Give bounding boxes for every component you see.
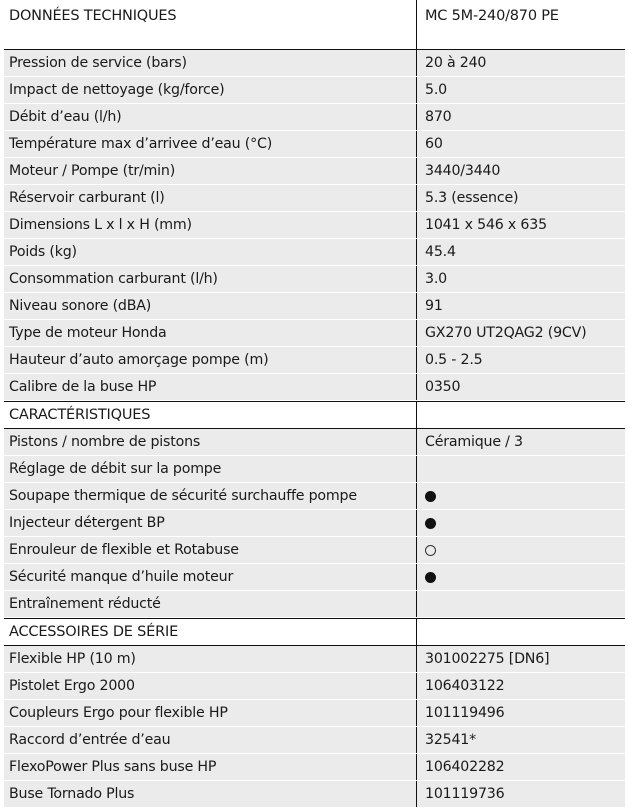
row-label: Soupape thermique de sécurité surchauffe pompe: [4, 483, 416, 509]
row-value: [416, 456, 625, 482]
row-label: Niveau sonore (dBA): [4, 293, 416, 319]
table-row: [4, 510, 625, 537]
table-row: [4, 483, 625, 510]
table-row: [4, 429, 625, 456]
table-row: [4, 239, 625, 266]
row-label: Buse Tornado Plus: [4, 781, 416, 807]
row-value: 0.5 - 2.5: [416, 347, 625, 373]
table-row: [4, 293, 625, 320]
header-model: MC 5M-240/870 PE: [416, 0, 625, 49]
spec-table: [4, 0, 625, 808]
row-value: 101119496: [416, 700, 625, 726]
row-value: 106403122: [416, 673, 625, 699]
row-label: FlexoPower Plus sans buse HP: [4, 754, 416, 780]
table-header: [4, 0, 625, 50]
table-row: [4, 320, 625, 347]
row-label: Dimensions L x l x H (mm): [4, 212, 416, 238]
row-label: Flexible HP (10 m): [4, 646, 416, 672]
table-row: [4, 564, 625, 591]
row-value: 870: [416, 104, 625, 130]
row-label: Type de moteur Honda: [4, 320, 416, 346]
row-value: 32541*: [416, 727, 625, 753]
section-title: ACCESSOIRES DE SÉRIE: [9, 624, 179, 640]
technical-rows: [4, 50, 625, 401]
row-value: 3440/3440: [416, 158, 625, 184]
table-row: [4, 673, 625, 700]
row-value: 106402282: [416, 754, 625, 780]
table-row: [4, 781, 625, 808]
row-value: 20 à 240: [416, 50, 625, 76]
table-row: [4, 591, 625, 618]
row-label: Coupleurs Ergo pour flexible HP: [4, 700, 416, 726]
accessories-rows: [4, 646, 625, 808]
row-label: Réservoir carburant (l): [4, 185, 416, 211]
table-row: [4, 537, 625, 564]
table-row: [4, 185, 625, 212]
row-value: 301002275 [DN6]: [416, 646, 625, 672]
row-label: Température max d’arrivee d’eau (°C): [4, 131, 416, 157]
row-value: 60: [416, 131, 625, 157]
table-row: [4, 456, 625, 483]
row-value: 5.0: [416, 77, 625, 103]
row-label: Sécurité manque d’huile moteur: [4, 564, 416, 590]
filled-circle-icon: [425, 491, 436, 502]
row-value: 0350: [416, 374, 625, 400]
row-label: Débit d’eau (l/h): [4, 104, 416, 130]
row-value: 3.0: [416, 266, 625, 292]
table-row: [4, 754, 625, 781]
row-value: Céramique / 3: [416, 429, 625, 455]
table-row: [4, 50, 625, 77]
row-value: [416, 591, 625, 617]
row-value: 45.4: [416, 239, 625, 265]
section-title: CARACTÉRISTIQUES: [9, 407, 151, 423]
section-header-features: [4, 401, 625, 429]
table-row: [4, 212, 625, 239]
row-value: 91: [416, 293, 625, 319]
row-value: [416, 483, 625, 509]
table-row: [4, 374, 625, 401]
row-value: GX270 UT2QAG2 (9CV): [416, 320, 625, 346]
row-label: Enrouleur de flexible et Rotabuse: [4, 537, 416, 563]
section-empty-cell: [416, 619, 625, 645]
row-value: 5.3 (essence): [416, 185, 625, 211]
row-label: Entraînement réducté: [4, 591, 416, 617]
table-row: [4, 104, 625, 131]
header-title: DONNÉES TECHNIQUES: [9, 8, 177, 24]
row-label: Réglage de débit sur la pompe: [4, 456, 416, 482]
row-value: [416, 537, 625, 563]
row-label: Hauteur d’auto amorçage pompe (m): [4, 347, 416, 373]
empty-circle-icon: [425, 545, 436, 556]
table-row: [4, 646, 625, 673]
row-label: Impact de nettoyage (kg/force): [4, 77, 416, 103]
row-label: Injecteur détergent BP: [4, 510, 416, 536]
row-label: Pression de service (bars): [4, 50, 416, 76]
row-label: Poids (kg): [4, 239, 416, 265]
filled-circle-icon: [425, 572, 436, 583]
table-row: [4, 700, 625, 727]
row-label: Consommation carburant (l/h): [4, 266, 416, 292]
row-value: [416, 510, 625, 536]
row-label: Pistolet Ergo 2000: [4, 673, 416, 699]
table-row: [4, 266, 625, 293]
table-row: [4, 727, 625, 754]
table-row: [4, 347, 625, 374]
table-row: [4, 131, 625, 158]
row-label: Pistons / nombre de pistons: [4, 429, 416, 455]
table-row: [4, 77, 625, 104]
row-label: Calibre de la buse HP: [4, 374, 416, 400]
section-empty-cell: [416, 402, 625, 428]
section-header-accessories: [4, 618, 625, 646]
row-label: Raccord d’entrée d’eau: [4, 727, 416, 753]
table-row: [4, 158, 625, 185]
row-value: 1041 x 546 x 635: [416, 212, 625, 238]
row-label: Moteur / Pompe (tr/min): [4, 158, 416, 184]
features-rows: [4, 429, 625, 618]
filled-circle-icon: [425, 518, 436, 529]
row-value: [416, 564, 625, 590]
row-value: 101119736: [416, 781, 625, 807]
